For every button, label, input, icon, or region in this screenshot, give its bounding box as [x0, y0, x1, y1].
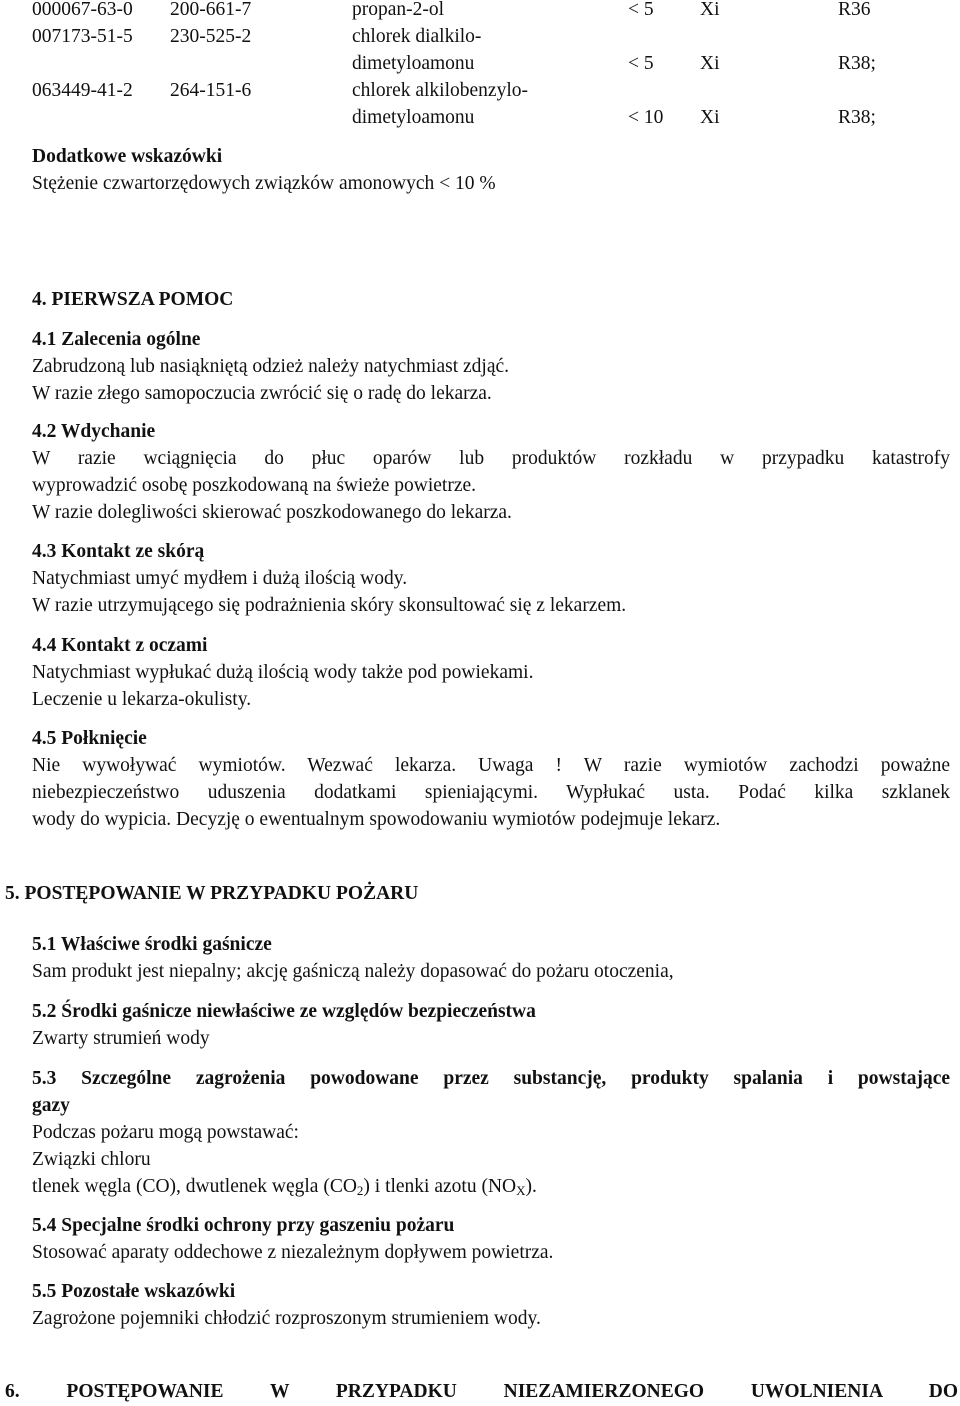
cas-number: 063449-41-2 [32, 80, 133, 101]
paragraph-line: Zabrudzoną lub nasiąkniętą odzież należy natychmiast zdjąć. [32, 356, 509, 377]
ingredient-row [0, 23, 960, 50]
ingredient-row-continued [0, 50, 960, 77]
subsection-4-3 [32, 538, 950, 619]
r-phrase: R38; [838, 107, 876, 128]
section-5-title: 5. POSTĘPOWANIE W PRZYPADKU POŻARU [5, 883, 419, 904]
subsection-4-2 [32, 418, 950, 526]
substance-name: propan-2-ol [352, 0, 445, 20]
subsection-4-5 [32, 725, 950, 833]
paragraph-line: wyprowadzić osobę poszkodowaną na świeże powietrze. [32, 475, 477, 496]
gases-text: ). [525, 1176, 537, 1197]
paragraph-line: W razie dolegliwości skierować poszkodowanego do lekarza. [32, 502, 512, 523]
subsection-5-3 [32, 1065, 950, 1200]
paragraph-line: Stosować aparaty oddechowe z niezależnym dopływem powietrza. [32, 1242, 554, 1263]
subsection-5-2 [32, 998, 950, 1052]
gases-text: ) i tlenki azotu (NO [363, 1176, 517, 1197]
paragraph-line: Leczenie u lekarza-okulisty. [32, 689, 252, 710]
ingredient-row [0, 77, 960, 104]
paragraph-line: W razie złego samopoczucia zwrócić się o radę do lekarza. [32, 383, 492, 404]
paragraph-line: Sam produkt jest niepalny; akcję gaśniczą należy dopasować do pożaru otoczenia, [32, 961, 674, 982]
subsection-heading-cont: gazy [32, 1095, 70, 1116]
paragraph-line: Podczas pożaru mogą powstawać: [32, 1122, 299, 1143]
cas-number: 007173-51-5 [32, 26, 133, 47]
ec-number: 230-525-2 [170, 26, 252, 47]
substance-name-cont: dimetyloamonu [352, 107, 475, 128]
subsection-heading: 4.3 Kontakt ze skórą [32, 541, 205, 562]
paragraph-line: Związki chloru [32, 1149, 151, 1170]
hazard-symbol: Xi [700, 0, 720, 20]
paragraph-line: Natychmiast wypłukać dużą ilością wody także pod powiekami. [32, 662, 534, 683]
subsection-heading: 5.2 Środki gaśnicze niewłaściwe ze względów bezpieczeństwa [32, 1001, 536, 1022]
subsection-heading: 4.4 Kontakt z oczami [32, 635, 208, 656]
subsection-5-1 [32, 931, 950, 985]
hazard-symbol: Xi [700, 107, 720, 128]
ec-number: 200-661-7 [170, 0, 252, 20]
subsection-heading: 5.3 Szczególne zagrożenia powodowane przez substancję, produkty spalania i powstające [32, 1068, 950, 1089]
r-phrase: R38; [838, 53, 876, 74]
paragraph-line: niebezpieczeństwo uduszenia dodatkami spieniającymi. Wypłukać usta. Podać kilka szklanek [32, 782, 950, 803]
r-phrase: R36 [838, 0, 871, 20]
cas-number: 000067-63-0 [32, 0, 133, 20]
gases-text: tlenek węgla (CO), dwutlenek węgla (CO [32, 1176, 357, 1197]
substance-name: chlorek alkilobenzylo- [352, 80, 528, 101]
additional-heading: Dodatkowe wskazówki [32, 146, 223, 167]
section-6-title: 6. POSTĘPOWANIE W PRZYPADKU NIEZAMIERZONEGO UWOLNIENIA DO [5, 1381, 958, 1402]
subscript: 2 [356, 1183, 364, 1198]
paragraph-line: Nie wywoływać wymiotów. Wezwać lekarza. Uwaga ! W razie wymiotów zachodzi poważne [32, 755, 950, 776]
subsection-heading: 4.2 Wdychanie [32, 421, 156, 442]
gases-line [32, 1173, 950, 1200]
subsection-heading: 5.5 Pozostałe wskazówki [32, 1281, 236, 1302]
ec-number: 264-151-6 [170, 80, 252, 101]
paragraph-line: Zagrożone pojemniki chłodzić rozproszonym strumieniem wody. [32, 1308, 541, 1329]
additional-text: Stężenie czwartorzędowych związków amonowych < 10 % [32, 173, 496, 194]
ingredient-row-continued [0, 104, 960, 131]
paragraph-line: W razie wciągnięcia do płuc oparów lub produktów rozkładu w przypadku katastrofy [32, 448, 950, 469]
ingredient-row [0, 0, 960, 23]
paragraph-line: Zwarty strumień wody [32, 1028, 210, 1049]
substance-name: chlorek dialkilo- [352, 26, 482, 47]
section-4-title: 4. PIERWSZA POMOC [32, 289, 234, 310]
additional-notes [32, 143, 950, 197]
paragraph-line: Natychmiast umyć mydłem i dużą ilością wody. [32, 568, 408, 589]
concentration: < 10 [628, 107, 664, 128]
concentration: < 5 [628, 0, 654, 20]
hazard-symbol: Xi [700, 53, 720, 74]
substance-name-cont: dimetyloamonu [352, 53, 475, 74]
subsection-heading: 5.4 Specjalne środki ochrony przy gaszeniu pożaru [32, 1215, 455, 1236]
subsection-heading: 4.1 Zalecenia ogólne [32, 329, 201, 350]
subsection-heading: 5.1 Właściwe środki gaśnicze [32, 934, 272, 955]
subscript: X [516, 1183, 526, 1198]
subsection-4-4 [32, 632, 950, 713]
subsection-5-4 [32, 1212, 950, 1266]
subsection-4-1 [32, 326, 950, 407]
subsection-5-5 [32, 1278, 950, 1332]
concentration: < 5 [628, 53, 654, 74]
subsection-heading: 4.5 Połknięcie [32, 728, 147, 749]
paragraph-line: wody do wypicia. Decyzję o ewentualnym spowodowaniu wymiotów podejmuje lekarz. [32, 809, 721, 830]
paragraph-line: W razie utrzymującego się podrażnienia skóry skonsultować się z lekarzem. [32, 595, 627, 616]
